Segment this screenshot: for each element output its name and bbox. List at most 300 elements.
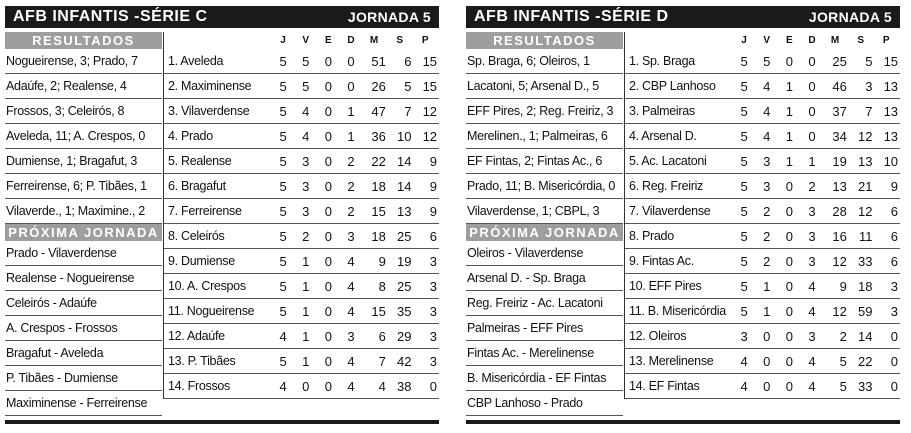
goals-against: 25 [396,278,412,294]
table-row [164,124,439,149]
table-row [625,349,900,374]
goals-against: 12 [857,203,873,219]
fixture-row: Arsenal D. - Sp. Braga [466,266,623,291]
goals-for: 9 [839,278,847,294]
table-row [164,74,439,99]
draws: 0 [324,253,332,269]
draws: 0 [785,228,793,244]
table-row [164,199,439,224]
draws: 0 [785,203,793,219]
goals-against: 38 [396,378,412,394]
goals-against: 11 [858,228,873,244]
points: 15 [883,53,899,69]
wins: 2 [763,253,771,269]
games-played: 5 [740,78,748,94]
goals-against: 42 [396,353,412,369]
table-row [625,99,900,124]
draws: 0 [324,328,332,344]
goals-against: 12 [857,128,873,144]
points: 9 [890,178,899,194]
fixture-row: B. Misericórdia - EF Fintas [466,366,623,391]
losses: 3 [347,328,355,344]
fixture-row: P. Tibães - Dumiense [5,366,162,391]
results-column [5,32,162,416]
goals-against: 13 [396,203,412,219]
goals-against: 14 [396,178,412,194]
table-row [164,374,439,399]
losses: 2 [808,178,816,194]
points: 3 [429,303,438,319]
team-name: 14. EF Fintas [629,379,700,393]
points: 6 [890,203,899,219]
draws: 0 [785,353,793,369]
draws: 1 [785,153,793,169]
table-row [625,149,900,174]
wins: 4 [763,128,771,144]
result-row: Aveleda, 11; A. Crespos, 0 [5,124,162,149]
jornada-label: JORNADA 5 [347,9,431,25]
points: 0 [890,328,899,344]
losses: 4 [347,303,355,319]
draws: 0 [324,228,332,244]
goals-against: 13 [857,153,873,169]
team-name: 8. Prado [629,229,674,243]
goals-for: 9 [378,253,386,269]
header-games-played: J [741,35,747,46]
goals-against: 5 [404,78,412,94]
result-row: Lacatoni, 5; Arsenal D., 5 [466,74,623,99]
wins: 5 [302,78,310,94]
games-played: 4 [740,353,748,369]
team-name: 6. Bragafut [168,179,226,193]
results-list [5,49,162,224]
goals-against: 7 [404,103,412,119]
header-draws: E [786,35,793,46]
games-played: 5 [279,253,287,269]
results-column [466,32,623,416]
losses: 2 [347,153,355,169]
wins: 2 [302,228,310,244]
table-row [164,49,439,74]
wins: 0 [302,378,310,394]
draws: 0 [324,278,332,294]
wins: 0 [763,353,771,369]
team-name: 12. Adaúfe [168,329,225,343]
points: 0 [890,353,899,369]
draws: 0 [785,53,793,69]
goals-for: 22 [371,153,386,169]
table-row [164,99,439,124]
losses: 3 [808,203,816,219]
goals-against: 59 [857,303,873,319]
draws: 1 [785,78,793,94]
team-name: 5. Realense [168,154,232,168]
losses: 4 [808,303,816,319]
goals-against: 10 [396,128,412,144]
team-name: 3. Palmeiras [629,104,695,118]
standings-header [164,32,439,49]
draws: 0 [324,153,332,169]
losses: 4 [347,253,355,269]
header-games-played: J [280,35,286,46]
serie-d-panel [466,6,900,424]
games-played: 5 [279,78,287,94]
wins: 1 [302,253,310,269]
goals-against: 14 [857,328,873,344]
jornada-label: JORNADA 5 [808,9,892,25]
wins: 1 [302,353,310,369]
draws: 0 [324,353,332,369]
table-row [625,299,900,324]
games-played: 5 [279,128,287,144]
points: 15 [422,78,438,94]
fixture-row: A. Crespos - Frossos [5,316,162,341]
draws: 0 [324,303,332,319]
team-name: 9. Dumiense [168,254,235,268]
fixture-row: Celeirós - Adaúfe [5,291,162,316]
games-played: 5 [740,278,748,294]
wins: 0 [763,328,771,344]
losses: 0 [347,78,355,94]
goals-for: 16 [832,228,847,244]
games-played: 5 [740,253,748,269]
result-row: Dumiense, 1; Bragafut, 3 [5,149,162,174]
result-row: Sp. Braga, 6; Oleiros, 1 [466,49,623,74]
points: 0 [890,378,899,394]
team-name: 8. Celeirós [168,229,225,243]
wins: 3 [302,203,310,219]
wins: 1 [763,278,771,294]
losses: 0 [808,53,816,69]
goals-against: 25 [396,228,412,244]
losses: 4 [808,378,816,394]
proxima-jornada-heading: PRÓXIMA JORNADA [466,224,623,241]
team-name: 13. P. Tibães [168,354,236,368]
fixture-row: Maximinense - Ferreirense [5,391,162,416]
games-played: 5 [740,203,748,219]
goals-against: 19 [396,253,412,269]
fixture-row: Oleiros - Vilaverdense [466,241,623,266]
header-wins: V [302,35,310,46]
table-row [164,324,439,349]
points: 3 [429,353,438,369]
fixture-row: Prado - Vilaverdense [5,241,162,266]
team-name: 13. Merelinense [629,354,714,368]
goals-against: 3 [865,78,873,94]
next-fixtures-list [5,241,162,416]
games-played: 5 [279,103,287,119]
games-played: 5 [279,153,287,169]
points: 13 [883,78,899,94]
fixture-row: Bragafut - Aveleda [5,341,162,366]
draws: 0 [324,53,332,69]
fixture-row: CBP Lanhoso - Prado [466,391,623,416]
table-row [164,174,439,199]
result-row: Vilaverde., 1; Maximine., 2 [5,199,162,224]
goals-for: 2 [839,328,847,344]
draws: 0 [324,178,332,194]
goals-for: 18 [371,178,386,194]
games-played: 5 [279,203,287,219]
points: 9 [429,153,438,169]
wins: 4 [763,78,771,94]
goals-against: 33 [857,253,873,269]
panel-title: AFB INFANTIS -SÉRIE D [474,8,669,25]
result-row: Frossos, 3; Celeirós, 8 [5,99,162,124]
panel-title: AFB INFANTIS -SÉRIE C [13,8,208,25]
losses: 4 [347,278,355,294]
header-losses: D [347,35,355,46]
goals-for: 15 [371,203,386,219]
draws: 0 [785,253,793,269]
losses: 4 [347,378,355,394]
goals-for: 34 [832,128,847,144]
points: 3 [429,278,438,294]
table-row [625,374,900,399]
losses: 1 [808,153,816,169]
points: 12 [422,128,438,144]
losses: 4 [808,278,816,294]
resultados-heading: RESULTADOS [5,32,162,49]
losses: 4 [347,353,355,369]
team-name: 4. Arsenal D. [629,129,697,143]
wins: 1 [763,303,771,319]
team-name: 7. Vilaverdense [629,204,711,218]
goals-for: 19 [832,153,847,169]
team-name: 1. Sp. Braga [629,54,695,68]
table-row [625,249,900,274]
losses: 0 [808,78,816,94]
draws: 0 [785,328,793,344]
next-fixtures-list [466,241,623,416]
games-played: 5 [279,353,287,369]
goals-for: 18 [371,228,386,244]
table-row [625,124,900,149]
goals-against: 5 [865,53,873,69]
goals-for: 5 [839,378,847,394]
games-played: 5 [279,228,287,244]
team-name: 11. Nogueirense [168,304,255,318]
goals-for: 7 [378,353,386,369]
games-played: 5 [740,303,748,319]
goals-for: 36 [371,128,386,144]
points: 13 [883,103,899,119]
goals-for: 12 [832,253,847,269]
goals-for: 28 [832,203,847,219]
games-played: 3 [740,328,748,344]
points: 12 [422,103,438,119]
header-goals-against: S [857,35,864,46]
team-name: 7. Ferreirense [168,204,242,218]
points: 9 [429,203,438,219]
result-row: Adaúfe, 2; Realense, 4 [5,74,162,99]
games-played: 5 [740,103,748,119]
losses: 2 [347,203,355,219]
wins: 2 [763,203,771,219]
result-row: Ferreirense, 6; P. Tibães, 1 [5,174,162,199]
result-row: EFF Pires, 2; Reg. Freiriz, 3 [466,99,623,124]
result-row: Nogueirense, 3; Prado, 7 [5,49,162,74]
goals-against: 7 [865,103,873,119]
goals-against: 29 [396,328,412,344]
games-played: 5 [279,178,287,194]
draws: 1 [785,128,793,144]
games-played: 5 [279,303,287,319]
games-played: 5 [279,53,287,69]
losses: 0 [808,103,816,119]
wins: 2 [763,228,771,244]
points: 13 [883,128,899,144]
goals-against: 6 [404,53,412,69]
resultados-heading: RESULTADOS [466,32,623,49]
wins: 1 [302,303,310,319]
table-row [164,299,439,324]
draws: 0 [785,303,793,319]
wins: 5 [763,53,771,69]
games-played: 4 [740,378,748,394]
team-name: 2. CBP Lanhoso [629,79,716,93]
goals-for: 25 [832,53,847,69]
team-name: 10. A. Crespos [168,279,246,293]
goals-for: 37 [832,103,847,119]
games-played: 5 [279,278,287,294]
wins: 5 [302,53,310,69]
header-points: P [882,35,890,46]
points: 0 [429,378,438,394]
standings-table [624,32,900,399]
team-name: 3. Vilaverdense [168,104,250,118]
standings-table [163,32,439,399]
games-played: 5 [740,128,748,144]
fixture-row: Realense - Nogueirense [5,266,162,291]
panel-header [5,6,439,28]
bottom-rule [5,420,439,424]
goals-for: 26 [371,78,386,94]
team-name: 5. Ac. Lacatoni [629,154,707,168]
goals-against: 14 [396,153,412,169]
points: 6 [429,228,438,244]
team-name: 14. Frossos [168,379,231,393]
draws: 0 [324,78,332,94]
table-row [625,174,900,199]
games-played: 5 [740,228,748,244]
fixture-row: Palmeiras - EFF Pires [466,316,623,341]
result-row: Vilaverdense, 1; CBPL, 3 [466,199,623,224]
table-row [625,324,900,349]
goals-against: 21 [857,178,873,194]
result-row: Prado, 11; B. Misericórdia, 0 [466,174,623,199]
header-wins: V [763,35,771,46]
goals-for: 13 [832,178,847,194]
team-name: 10. EFF Pires [629,279,702,293]
header-goals-for: M [369,35,379,46]
draws: 0 [785,378,793,394]
points: 3 [429,328,438,344]
goals-for: 12 [832,303,847,319]
losses: 3 [808,228,816,244]
table-row [625,274,900,299]
losses: 3 [808,328,816,344]
table-row [164,274,439,299]
points: 3 [429,253,438,269]
proxima-jornada-heading: PRÓXIMA JORNADA [5,224,162,241]
games-played: 4 [279,328,287,344]
goals-for: 15 [371,303,386,319]
header-goals-against: S [396,35,403,46]
table-row [625,199,900,224]
header-points: P [421,35,429,46]
table-row [164,349,439,374]
panel-header [466,6,900,28]
losses: 2 [347,178,355,194]
games-played: 4 [279,378,287,394]
team-name: 12. Oleiros [629,329,687,343]
wins: 1 [302,328,310,344]
team-name: 9. Fintas Ac. [629,254,694,268]
draws: 0 [324,103,332,119]
points: 15 [422,53,438,69]
points: 10 [883,153,899,169]
fixture-row: Fintas Ac. - Merelinense [466,341,623,366]
draws: 1 [785,103,793,119]
points: 3 [890,278,899,294]
wins: 3 [302,178,310,194]
wins: 4 [763,103,771,119]
losses: 3 [347,228,355,244]
games-played: 5 [740,178,748,194]
header-losses: D [808,35,816,46]
goals-against: 35 [396,303,412,319]
wins: 3 [763,153,771,169]
table-row [164,149,439,174]
header-draws: E [325,35,332,46]
result-row: Merelinen., 1; Palmeiras, 6 [466,124,623,149]
points: 3 [890,303,899,319]
goals-against: 18 [857,278,873,294]
table-row [625,224,900,249]
goals-for: 47 [371,103,386,119]
bottom-rule [466,420,900,424]
goals-against: 33 [857,378,873,394]
points: 6 [890,253,899,269]
wins: 0 [763,378,771,394]
wins: 3 [302,153,310,169]
table-row [164,224,439,249]
losses: 4 [808,353,816,369]
goals-for: 6 [378,328,386,344]
wins: 3 [763,178,771,194]
draws: 0 [785,178,793,194]
team-name: 11. B. Misericórdia [629,304,726,318]
losses: 1 [347,103,355,119]
games-played: 5 [740,53,748,69]
goals-for: 4 [378,378,386,394]
table-row [164,249,439,274]
table-row [625,74,900,99]
draws: 0 [324,378,332,394]
goals-against: 22 [857,353,873,369]
standings-header [625,32,900,49]
draws: 0 [324,203,332,219]
fixture-row: Reg. Freiriz - Ac. Lacatoni [466,291,623,316]
result-row: EF Fintas, 2; Fintas Ac., 6 [466,149,623,174]
goals-for: 5 [839,353,847,369]
points: 9 [429,178,438,194]
losses: 0 [808,128,816,144]
goals-for: 46 [832,78,847,94]
draws: 0 [785,278,793,294]
wins: 4 [302,128,310,144]
